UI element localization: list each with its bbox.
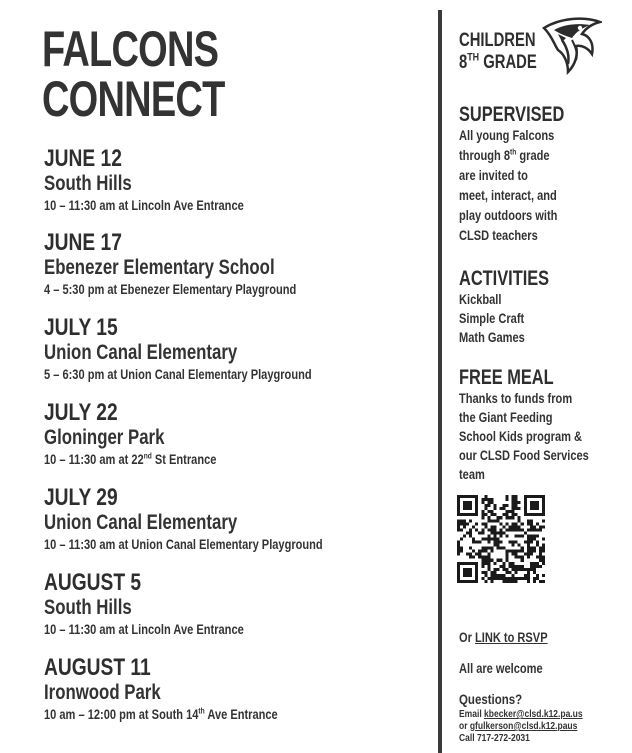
event-time: 10 – 11:30 am at Lincoln Ave Entrance (44, 198, 244, 213)
event-time: 10 am – 12:00 pm at South 14th Ave Entrance (44, 706, 278, 722)
rsvp-link[interactable]: LINK to RSVP (475, 630, 548, 645)
supervised-line: through 8th grade (459, 147, 550, 163)
activity-item: Math Games (459, 330, 525, 345)
welcome-line (459, 659, 561, 679)
activities-heading: ACTIVITIES (459, 267, 550, 290)
event-date: JULY 15 (44, 314, 118, 341)
supervised-line: CLSD teachers (459, 228, 538, 243)
event-date: JULY 22 (44, 399, 118, 426)
supervised-line: play outdoors with (459, 208, 558, 223)
questions-heading: Questions? (459, 691, 523, 707)
children-label: CHILDREN (459, 30, 536, 51)
activities-section (459, 267, 575, 347)
email-link-gfulkerson[interactable]: gfulkerson@clsd.k12.paus (469, 721, 578, 732)
meal-line: the Giant Feeding (459, 410, 553, 425)
event-august-5 (44, 570, 288, 639)
event-location: Ebenezer Elementary School (44, 256, 275, 279)
page-title (42, 21, 282, 127)
event-location: Union Canal Elementary (44, 341, 238, 364)
event-june-12 (44, 146, 288, 215)
event-location: South Hills (44, 172, 132, 195)
event-july-22 (44, 400, 254, 469)
supervised-section (459, 103, 594, 246)
event-location: Gloninger Park (44, 426, 165, 449)
rsvp-prefix: Or (459, 630, 476, 645)
event-location: Union Canal Elementary (44, 511, 238, 534)
rsvp-line (459, 628, 567, 648)
supervised-line: meet, interact, and (459, 188, 557, 203)
event-time: 10 – 11:30 am at Lincoln Ave Entrance (44, 622, 244, 637)
qr-code-icon[interactable] (457, 495, 545, 583)
event-time: 5 – 6:30 pm at Union Canal Elementary Playground (44, 367, 312, 382)
event-location: Ironwood Park (44, 681, 161, 704)
event-july-29 (44, 485, 384, 554)
grade-label: 8TH GRADE (459, 51, 537, 73)
activity-item: Simple Craft (459, 311, 525, 326)
event-july-15 (44, 315, 370, 384)
activity-item: Kickball (459, 292, 502, 307)
event-time: 10 – 11:30 am at Union Canal Elementary Playground (44, 537, 323, 552)
supervised-line: are invited to (459, 168, 528, 183)
meal-heading: FREE MEAL (459, 366, 554, 389)
event-june-17 (44, 230, 352, 299)
event-date: AUGUST 11 (44, 654, 151, 681)
event-location: South Hills (44, 596, 132, 619)
title-line-2: CONNECT (42, 71, 225, 127)
email-link-kbecker[interactable]: kbecker@clsd.k12.pa.us (484, 709, 583, 720)
questions-section: Questions? Email kbecker@clsd.k12.pa.us or gfulkerson@clsd.k12.paus Call 717-272-2031 (459, 691, 583, 744)
meal-line: team (459, 467, 485, 482)
phone-number: Call 717-272-2031 (459, 733, 530, 744)
column-divider (438, 10, 442, 753)
meal-line: our CLSD Food Services (459, 448, 589, 463)
welcome-text: All are welcome (459, 661, 543, 676)
supervised-line: All young Falcons (459, 128, 555, 143)
meal-section (459, 366, 617, 484)
supervised-heading: SUPERVISED (459, 103, 565, 126)
title-line-1: FALCONS (42, 21, 219, 77)
falcon-logo-icon (540, 14, 602, 76)
event-time: 10 – 11:30 am at 22nd St Entrance (44, 451, 217, 467)
event-date: JULY 29 (44, 484, 118, 511)
event-date: AUGUST 5 (44, 569, 142, 596)
event-time: 4 – 5:30 pm at Ebenezer Elementary Playground (44, 282, 297, 297)
event-date: JUNE 12 (44, 145, 122, 172)
event-august-11 (44, 655, 329, 724)
meal-line: School Kids program & (459, 429, 583, 444)
meal-line: Thanks to funds from (459, 391, 573, 406)
event-date: JUNE 17 (44, 229, 122, 256)
